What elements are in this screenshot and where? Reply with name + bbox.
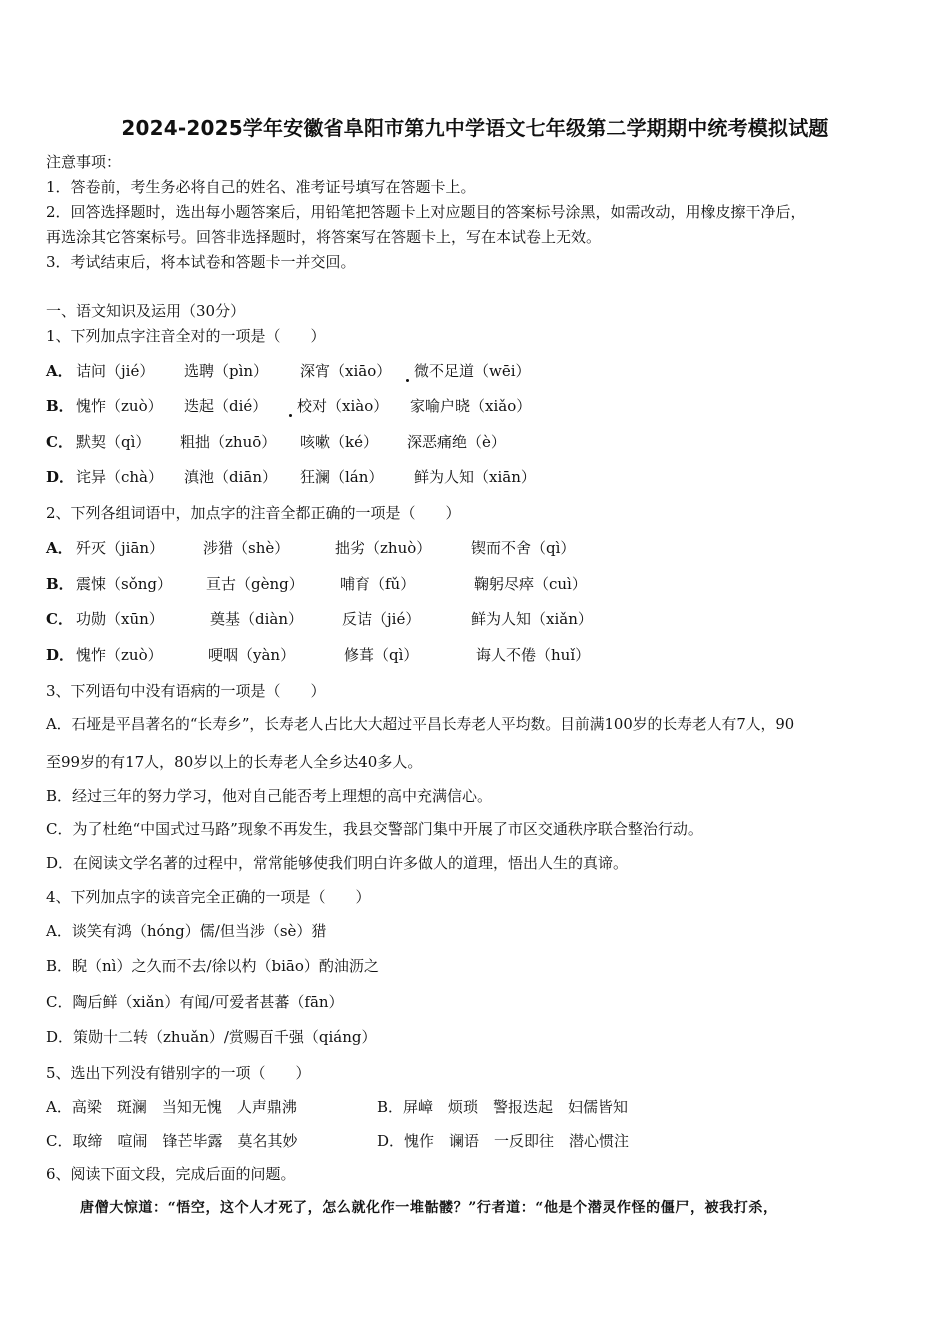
q2-option-d-item: 哽咽（yàn） [208,646,296,664]
notice-item: 3．考试结束后，将本试卷和答题卡一并交回。 [46,253,356,271]
q2-option-d-item: 诲人不倦（huǐ） [476,646,591,664]
q1-option-c-item: 默契（qì） [76,433,151,451]
q2-option-d-item: 修葺（qì） [344,646,419,664]
q4-option-a: A．谈笑有鸿（hóng）儒/但当涉（sè）猎 [46,922,327,940]
q1-option-b-item: 愧怍（zuò） [76,397,163,415]
q2-option-b-item: 鞠躬尽瘁（cuì） [474,575,587,593]
q2-option-d-item: 愧怍（zuò） [76,646,163,664]
emphasis-dot [406,379,409,382]
q4-option-b: B．睨（nì）之久而不去/徐以杓（biāo）酌油沥之 [46,957,379,975]
question-1-stem: 1、下列加点字注音全对的一项是（ ） [46,327,326,345]
q1-option-c-item: 深恶痛绝（è） [407,433,506,451]
q2-option-a-label: A． [46,539,73,557]
q1-option-d-item: 鲜为人知（xiān） [414,468,536,486]
q2-option-b-label: B． [46,575,74,593]
emphasis-dot [289,414,292,417]
q3-option-b: B．经过三年的努力学习，他对自己能否考上理想的高中充满信心。 [46,787,493,805]
q1-option-d-item: 诧异（chà） [76,468,164,486]
notice-item: 再选涂其它答案标号。回答非选择题时，将答案写在答题卡上，写在本试卷上无效。 [46,228,602,246]
q2-option-b-item: 亘古（gèng） [206,575,304,593]
q2-option-c-item: 反诘（jié） [342,610,421,628]
q1-option-b-label: B． [46,397,74,415]
q2-option-c-label: C． [46,610,73,628]
q1-option-a-item: 深宵（xiāo） [300,362,392,380]
q2-option-b-item: 哺育（fǔ） [340,575,416,593]
notice-heading: 注意事项： [46,153,122,171]
q2-option-d-label: D． [46,646,75,664]
q1-option-a-item: 选聘（pìn） [184,362,269,380]
q4-option-d: D．策勋十二转（zhuǎn）/赏赐百千强（qiáng） [46,1028,377,1046]
q1-option-b-item: 校对（xiào） [297,397,389,415]
q5-option-c: C．取缔 喧闹 锋芒毕露 莫名其妙 [46,1132,298,1150]
q2-option-a-item: 拙劣（zhuò） [335,539,432,557]
q3-option-a-continued: 至99岁的有17人，80岁以上的长寿老人全乡达40多人。 [46,753,423,771]
q1-option-b-item: 家喻户晓（xiǎo） [410,397,532,415]
q5-option-b: B．屏嶂 烦琐 警报迭起 妇儒皆知 [377,1098,629,1116]
q5-option-d: D．愧作 谰语 一反即往 潜心惯注 [377,1132,630,1150]
q2-option-b-item: 震悚（sǒng） [76,575,172,593]
question-5-stem: 5、选出下列没有错别字的一项（ ） [46,1064,311,1082]
notice-item: 2．回答选择题时，选出每小题答案后，用铅笔把答题卡上对应题目的答案标号涂黑，如需改动，用橡皮擦干净后， [46,203,806,221]
q1-option-b-item: 迭起（dié） [184,397,268,415]
q1-option-a-label: A． [46,362,73,380]
q1-option-a-item: 诘问（jié） [76,362,155,380]
q1-option-c-item: 粗拙（zhuō） [180,433,277,451]
q2-option-a-item: 歼灭（jiān） [76,539,165,557]
q2-option-a-item: 涉猎（shè） [203,539,290,557]
q4-option-c: C．陶后鲜（xiǎn）有闻/可爱者甚蕃（fān） [46,993,344,1011]
notice-item: 1．答卷前，考生务必将自己的姓名、准考证号填写在答题卡上。 [46,178,476,196]
section-heading: 一、语文知识及运用（30分） [46,302,246,320]
exam-title: 2024-2025学年安徽省阜阳市第九中学语文七年级第二学期期中统考模拟试题 [121,116,829,140]
q3-option-c: C．为了杜绝“中国式过马路”现象不再发生，我县交警部门集中开展了市区交通秩序联合整治行动。 [46,820,703,838]
q1-option-c-item: 咳嗽（ké） [300,433,378,451]
q2-option-c-item: 功勋（xūn） [76,610,164,628]
q1-option-c-label: C． [46,433,73,451]
q2-option-a-item: 锲而不舍（qì） [471,539,576,557]
question-2-stem: 2、下列各组词语中，加点字的注音全都正确的一项是（ ） [46,504,461,522]
q1-option-d-item: 狂澜（lán） [300,468,384,486]
q5-option-a: A．高梁 斑澜 当知无愧 人声鼎沸 [46,1098,297,1116]
question-4-stem: 4、下列加点字的读音完全正确的一项是（ ） [46,888,371,906]
question-3-stem: 3、下列语句中没有语病的一项是（ ） [46,682,326,700]
q1-option-d-label: D． [46,468,75,486]
q3-option-a: A．石垭是平昌著名的“长寿乡”，长寿老人占比大大超过平昌长寿老人平均数。目前满100岁的长寿老人有7人，90 [46,716,795,733]
q2-option-c-item: 鲜为人知（xiǎn） [471,610,593,628]
q1-option-d-item: 滇池（diān） [184,468,278,486]
q3-option-d: D．在阅读文学名著的过程中，常常能够使我们明白许多做人的道理，悟出人生的真谛。 [46,854,629,872]
q2-option-c-item: 奠基（diàn） [210,610,304,628]
question-6-stem: 6、阅读下面文段，完成后面的问题。 [46,1165,296,1183]
q1-option-a-item: 微不足道（wēi） [414,362,531,380]
q6-passage: 唐僧大惊道：“悟空，这个人才死了，怎么就化作一堆骷髅？”行者道：“他是个潜灵作怪的僵尸，被我打杀， [80,1200,778,1216]
